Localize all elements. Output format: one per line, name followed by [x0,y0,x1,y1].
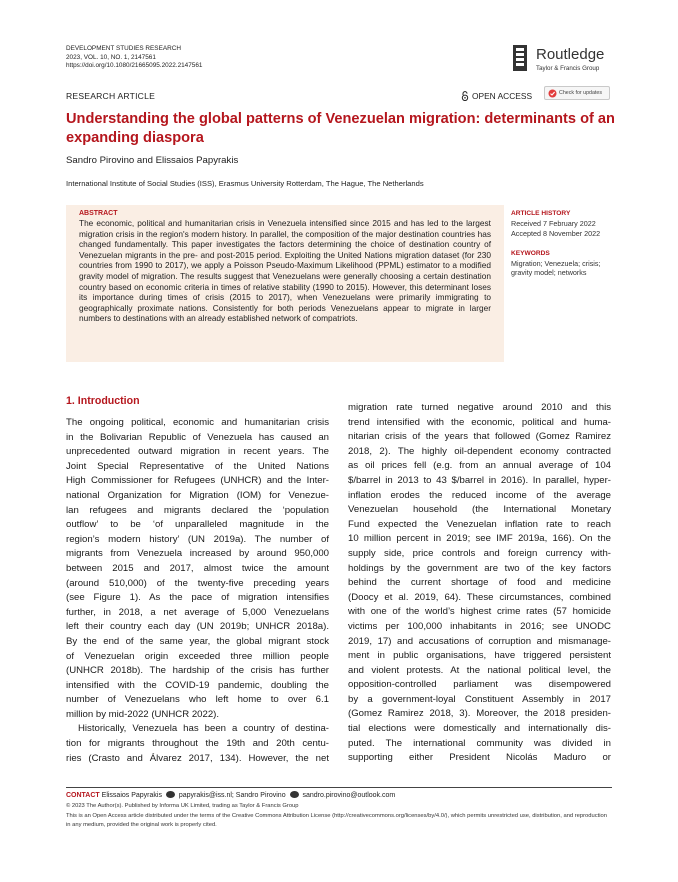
publisher-logo [513,45,623,75]
text-line: unprecedented outward migration in recent years. The [66,446,329,458]
authors: Sandro Pirovino and Elissaios Papyrakis [66,155,239,166]
text-line: number of Venezuelans who left home to over 6.1 [66,694,329,706]
text-line: The ongoing political, economic and humanitarian crisis [66,417,329,428]
contact-line [66,791,395,799]
contact-label: CONTACT [66,792,100,799]
text-line: in the Bolivarian Republic of Venezuela has caused an [66,431,329,443]
doi-link[interactable]: https://doi.org/10.1080/21665095.2022.2147561 [66,62,203,70]
affiliation: International Institute of Social Studies (ISS), Erasmus University Rotterdam, The Hague, The Netherlands [66,179,424,188]
text-line: with one of the world’s highest crime rates (57 homicide [348,606,611,618]
text-line: region’s modern history’ (UN 2019a). The number of [66,533,329,545]
text-line: and violent protests. At the national political level, the [348,664,611,676]
publisher-subtitle: Taylor & Francis Group [536,65,600,72]
text-line: 10 million percent in 2019; see IMF 2019a, 166). On the [348,533,611,545]
text-line: left their country each day (UN 2019b; UNHCR 2018a). [66,621,329,633]
text-line: Joint Special Representative of the United Nations [66,460,329,472]
text-line: intensified with the COVID-19 pandemic, doubling the [66,679,329,691]
copyright-notice: © 2023 The Author(s). Published by Informa UK Limited, trading as Taylor & Francis Group [66,803,299,809]
text-line: trend intensified with the economic, political and huma- [348,416,611,428]
text-line: behind the current shortage of food and medicine [348,577,611,589]
crossmark-icon [548,89,557,98]
journal-volume: 2023, VOL. 10, NO. 1, 2147561 [66,53,156,61]
received-date: Received 7 February 2022 [511,219,596,228]
check-for-updates-button[interactable] [544,86,610,100]
section-heading: 1. Introduction [66,395,140,407]
text-line: tion for migrants throughout the 19th and 20th centu- [66,738,329,750]
text-line: by a government-loyal Constituent Assembly in 2017 [348,693,611,705]
text-line: By the end of the same year, the global migrant stock [66,635,329,647]
right-column [348,401,611,766]
article-history-heading: ARTICLE HISTORY [511,210,571,217]
article-title: Understanding the global patterns of Venezuelan migration: determinants of an expanding diaspora [66,111,615,146]
journal-name: DEVELOPMENT STUDIES RESEARCH [66,45,181,52]
license-notice: This is an Open Access article distributed under the terms of the Creative Commons Attribution License (http://creativecommons.org/licenses/by/4.0/), which permits unrestricted use, distribution, and reproduction in any medium, provided the original work is properly cited. [66,813,607,828]
text-line: Historically, Venezuela has been a country of destina- [78,723,329,735]
abstract-heading: ABSTRACT [79,210,118,217]
text-line: between 2015 and 2017, almost twice the amount [66,562,329,574]
text-line: of Venezuelan origin exceeded three million people [66,650,329,662]
text-line: 2018, 2). The highly oil-dependent economy contracted [348,445,611,457]
text-line: holdings by the government are two of the key factors [348,562,611,574]
text-line: nitarian crisis of the years that followed (Gomez Ramirez [348,431,611,443]
text-line: opposition-controlled parliament was disempowered [348,679,611,691]
keywords-heading: KEYWORDS [511,250,550,257]
text-line: supply side, price controls and foreign currency with- [348,547,611,559]
accepted-date: Accepted 8 November 2022 [511,229,601,238]
text-line: Venezuelan household (the International Monetary [348,504,611,516]
publisher-name: Routledge [536,46,605,63]
text-line: tial elections were domestically and internationally dis- [348,723,611,735]
text-line: migrants from Venezuela increased by around 950,000 [66,548,329,560]
open-access-label: OPEN ACCESS [472,91,533,101]
routledge-mark-icon [513,45,527,71]
text-line: as oil prices fell (e.g. from an annual average of 104 [348,460,611,472]
text-line: supporting either President Nicolás Maduro or [348,752,611,764]
text-line: ment in public organisations, have triggered persistent [348,650,611,662]
text-line: ries (Crasto and Álvarez 2017, 134). However, the net [66,752,329,764]
text-line: (around 510,000) of the twenty-five preceding years [66,577,329,589]
text-line: High Commissioner for Refugees (UNHCR) and the Inter- [66,475,329,487]
text-line: outflow’ to be ‘of unparalleled magnitude in the [66,519,329,531]
open-access-badge [461,91,532,101]
journal-info [66,45,202,71]
footer-divider [66,787,612,788]
text-line: (see Figure 1). As the pace of migration intensifies [66,592,329,604]
contact-email-1[interactable]: papyrakis@iss.nl; Sandro Pirovino [178,792,286,799]
contact-name: Elissaios Papyrakis [101,792,162,799]
text-line: national Organization for Migration (IOM) for Venezue- [66,489,329,501]
email-icon [290,791,299,798]
contact-email-2[interactable]: sandro.pirovino@outlook.com [302,792,396,799]
text-line: victims per 100,000 inhabitants in 2016; see UNODC [348,620,611,632]
text-line: inflation erodes the reduced income of the average [348,489,611,501]
text-line: 2019, 17) and accusations of corruption and mismanage- [348,635,611,647]
text-line: puted. The international community was divided in [348,737,611,749]
abstract-text: The economic, political and humanitarian crisis in Venezuela intensified since 2015 and has led to the largest migration crisis in the region's modern history. In parallel, the composition of the major destination countries has changed fundamentally. This paper investigates the factors determining the choice of destination country of Venezuelan migrants in the pre- and post-2015 period. Exploiting the United Nations migration dataset (for 230 countries from 1990 to 2017), we apply a Poisson Pseudo-Maximum Likelihood (PPML) estimator to a modified gravity model of migration. The results suggest that Venezuelans were generally choosing a certain destination country based on economic criteria in times of relative stability (1990 to 2015). However, this determinant loses its importance during times of crisis (2015 to 2017), when Venezuelans were primarily immigrating to geographically proximate nations. Consistently for both periods Venezuelans appear to migrate in larger numbers to destinations with an already established network of compatriots. [79,218,491,324]
text-line: migration rate turned negative around 2010 and this [348,402,611,413]
text-line: lan refugees and migrants declared the ‘population [66,504,329,516]
text-line: Fund expected the Venezuelan inflation rate to reach [348,518,611,530]
article-type: RESEARCH ARTICLE [66,91,156,101]
text-line: million by mid-2022 (UNHCR 2022). [66,708,220,720]
keywords-line-2: gravity model; networks [511,268,587,277]
open-lock-icon [461,91,469,101]
keywords-line-1: Migration; Venezuela; crisis; [511,259,601,268]
check-for-updates-label: Check for updates [559,90,602,96]
text-line: (Gomez Ramirez 2018, 3). Moreover, the 2018 presiden- [348,708,611,720]
text-line: $/barrel in 2013 to 43 $/barrel in 2016). In parallel, hyper- [348,474,611,486]
left-column [66,416,329,766]
text-line: (UNHCR 2018b). The hardship of the crisis has further [66,665,329,677]
text-line: further, in 2018, a net average of 5,000 Venezuelans [66,606,329,618]
text-line: (Doocy et al. 2019, 64). These circumstances, combined [348,591,611,603]
email-icon [166,791,175,798]
